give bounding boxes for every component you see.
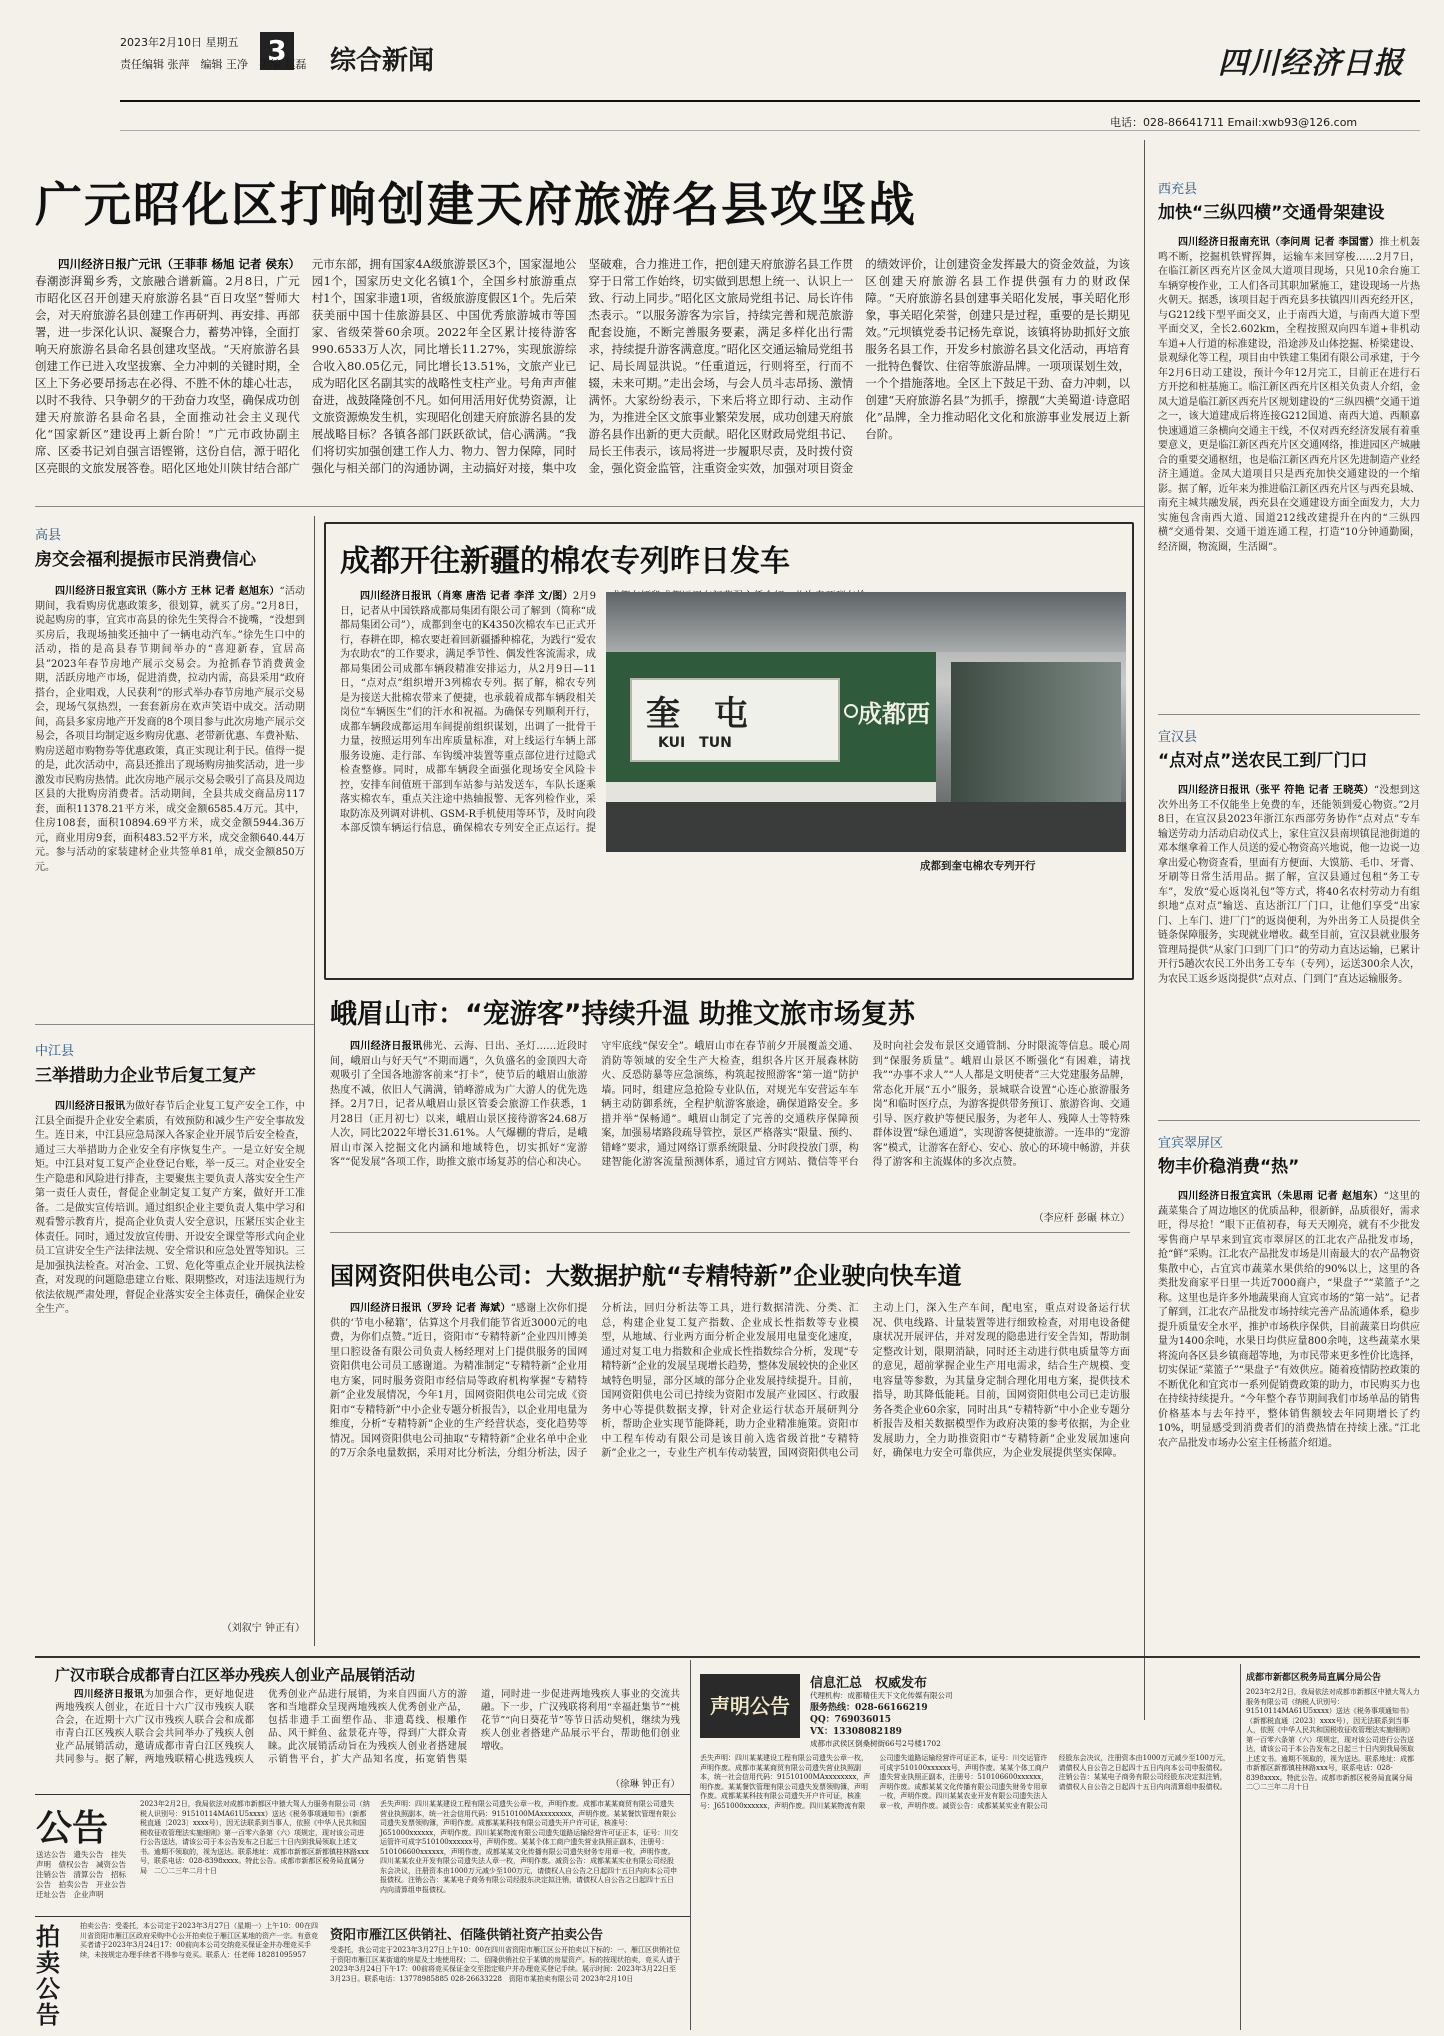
main-headline: 广元昭化区打响创建天府旅游名县攻坚战	[35, 178, 917, 233]
gonggao-notice-2: 丢失声明：四川某某建设工程有限公司遗失公章一枚，声明作废。成都市某某商贸有限公司遗失营业执照副本，统一社会信用代码：91510100MAxxxxxxxx，声明作废。某某餐饮管理有限公司遗失发票领购簿，声明作废。成都某某科技有限公司遗失开户许可证，核准号：J651000xxxxxx，声明作废。四川某某物流有限公司遗失道路运输经营许可证正本，证号：川交运管许可成字510100xxxxxx号，声明作废。某某个体工商户遗失营业执照正副本，注册号：510106600xxxxxx，声明作废。成都某某文化传播有限公司遗失财务专用章一枚，声明作废。四川某某农业开发有限公司遗失法人章一枚，声明作废。减资公告：成都某某实业有限公司经股东会决议，注册资本由1000万元减少至100万元，请债权人自公告之日起四十五日内向本公司申报债权。注销公告：某某电子商务有限公司经股东决定拟注销，请债权人自公告之日起四十五日内向清算组申报债权。	[380, 1800, 679, 1894]
auction-text: 受委托，我公司定于2023年3月27日上午10：00在四川省资阳市雁江区公开拍卖以下标的：一、雁江区供销社位于资阳市雁江区某街道的房屋及土地使用权；二、佰隆供销社位于某镇的房屋资产。标的按现状拍卖，竞买人请于2023年3月24日下午17：00前将竞买保证金交至指定账户并办理竞买登记手续。展示时间：2023年3月22日至3月23日。联系电话：13778985885 028-26633228 资阳市某拍卖有限公司 2023年2月10日	[330, 1946, 680, 1983]
gonggao-notice: 2023年2月2日，我局依法对成都市新都区中猿大驾人力服务有限公司（纳税人识别号：91510114MA61U5xxxx）送达《税务事项通知书》（新都税直通〔2023〕xxxx号），因无法联系到当事人，依照《中华人民共和国税收征收管理法实施细则》第一百零六条第（六）项规定，现对该公司进行公告送达，请该公司于本公告发布之日起三十日内到我局领取上述文书。逾期不领取的，视为送达。联系地址：成都市新都区新都镇桂林路xxx号，联系电话：028-8398xxxx。特此公告。成都市新都区税务局直属分局 二〇二三年二月十日	[140, 1800, 370, 1875]
yibin-text: “这里的蔬菜集合了周边地区的优质品种，很新鲜，品质很好，需求旺，得尽抢！”眼下正值初春，每天天刚亮，就有不少批发零售商户早早来到宜宾市翠屏区的江北农产品批发市场，抢“鲜”采购。江北农产品批发市场是川南最大的农产品物资集散中心，占宜宾市蔬菜水果供给的90%以上，这里的各类批发商家平日里一共近7000商户，“果盘子”“菜篮子”之称。这里也是许多外地蔬果商人宜宾市场的“第一站”。记者了解到，江北农产品批发市场持续完善产品流通体系，稳步提升质量安全水平，推护市场秩序保供，目前蔬菜日均供应量为1400余吨，水果日均供应量800余吨，这些蔬菜水果将流向各区县乡镇商超等地，为市民带来更多性价比选择，切实保证“菜篮子”“果盘子”有效供应。随着疫情防控政策的不断优化和宜宾市一系列促销费政策的助力，市民购买力也在持续持续提升。“今年整个春节期间我们市场单品的销售价格基本与去年持平，整体销售额较去年同期增长了约10%，明显感受到消费者们的消费热情在持续上涨。”江北农产品批发市场办公室主任杨蓝介绍道。	[1158, 1191, 1420, 1449]
xuanhan-body	[1158, 784, 1420, 1114]
yibin-byline: 四川经济日报宜宾讯（朱思雨 记者 赵旭东）	[1178, 1191, 1384, 1202]
train-photo-caption: 成都到奎屯棉农专列开行	[920, 860, 1036, 872]
xuanhan-byline: 四川经济日报讯（张平 符艳 记者 王晓英）	[1178, 785, 1374, 796]
emei-credit: （李应杆 彭碾 林立）	[1033, 1213, 1130, 1224]
emei-text: 佛光、云海、日出、圣灯……近段时间，峨眉山与好天气“不期而遇”，久负盛名的金顶四大奇观吸引了全国各地游客前来“打卡”，使节后的峨眉山旅游热度不减，依旧人气满满，销峰游成为广大游人的优先选择。2月7日，记者从峨眉山景区管委会旅游工作获悉，1月28日（正月初七）以来，峨眉山景区接待游客24.68万人次，同比2022年增长31.61%。人气爆棚的背后，是峨眉山市深入挖掘文化内涵和地域特色，切实抓好“宠游客”“促发展”各项工作，助推文旅市场复苏的信心和决心。守牢底线“保安全”。峨眉山市在春节前夕开展覆盖交通、消防等领域的安全生产大检查，组织各片区开展森林防火、反恐防暴等应急演练，构筑起按照游客“第一道”防护墙。同时，组建应急抢险专业队伍，对规光车安营运车车辆主动防御系统，全程护航游客旅途，确保道路安全。多措并举“保畅通”。峨眉山制定了完善的交通秩序保障预案，加强易堵路段疏导管控，景区严格落实“限量、预约、错峰”要求，通过网络订票系统限量、分时段投放门票，构建智能化游客流量预测体系，通过官方网站、微信等平台及时向社会发布景区交通管制、分时限流等信息。暖心周到“保服务质量”。峨眉山景区不断强化“有困难，请找我”“办事不求人”“人人都是文明使者”三大党建服务品牌，常态化开展“五小”服务，景城联合设置“心连心旅游服务岗”和临时医疗点，为游客提供带务预订、旅游咨询、交通引导、医疗救护等便民服务，为老年人、残障人士等特殊群体设置“绿色通道”，实现游客便捷旅游。一连串的“宠游客”模式，让游客在舒心、安心、放心的环境中畅游，并获得了游客和主流媒体的多次点赞。	[330, 1041, 1130, 1168]
classified-ads: 丢失声明：四川某某建设工程有限公司遗失公章一枚，声明作废。成都市某某商贸有限公司遗失营业执照副本，统一社会信用代码：91510100MAxxxxxxxx，声明作废。某某餐饮管理有限公司遗失发票领购簿，声明作废。成都某某科技有限公司遗失开户许可证，核准号：J651000xxxxxx，声明作废。四川某某物流有限公司遗失道路运输经营许可证正本，证号：川交运管许可成字510100xxxxxx号，声明作废。某某个体工商户遗失营业执照正副本，注册号：510106600xxxxxx，声明作废。成都某某文化传播有限公司遗失财务专用章一枚，声明作废。四川某某农业开发有限公司遗失法人章一枚，声明作废。减资公告：成都某某实业有限公司经股东会决议，注册资本由1000万元减少至100万元，请债权人自公告之日起四十五日内向本公司申报债权。注销公告：某某电子商务有限公司经股东决定拟注销，请债权人自公告之日起四十五日内向清算组申报债权。	[700, 1754, 1230, 1810]
main-story-byline: 四川经济日报广元讯（王菲菲 杨旭 记者 侯东）	[58, 257, 301, 271]
guanghan-byline: 四川经济日报讯	[74, 1689, 145, 1700]
notice-text: 2023年2月2日，我局依法对成都市新都区中猿大驾人力服务有限公司（纳税人识别号：91510114MA61U5xxxx）送达《税务事项通知书》（新都税直通〔2023〕xxxx号），因无法联系到当事人，依照《中华人民共和国税收征收管理法实施细则》第一百零六条第（六）项规定，现对该公司进行公告送达，请该公司于本公告发布之日起三十日内到我局领取上述文书。逾期不领取的，视为送达。联系地址：成都市新都区新都镇桂林路xxx号，联系电话：028-8398xxxx。特此公告。成都市新都区税务局直属分局 二〇二三年二月十日	[1246, 1688, 1420, 1791]
zhongjiang-byline: 四川经济日报讯	[55, 1101, 125, 1112]
train-photo	[606, 592, 1126, 852]
xuanhan-title: “点对点”送农民工到厂门口	[1158, 751, 1368, 771]
gonggao-logo: 公告	[36, 1808, 109, 1849]
main-story-text: 春潮澎湃蜀乡秀，文旅融合谱新篇。2月8日，广元市昭化区召开创建天府旅游名县“百日攻坚”誓师大会，对天府旅游名县创建工作再研判、再安排、再部署，进一步深化认识、凝聚合力，蓄势冲锋，全面打响天府旅游名县命名县创建攻坚战。“天府旅游名县创建工作已进入攻坚拔寨、全力冲刺的关键时期，全区上下务必要昂扬志在必得、不胜不休的雄心壮志，以时不我待、只争朝夕的干劲奋力攻坚，确保成功创建天府旅游名县命名县，全面推动社会主义现代化“国家新区”建设再上新台阶！”广元市政协副主席、区委书记刘自强言语铿锵，这份自信，源于昭化区亮眼的文旅发展答卷。昭化区地处川陕甘结合部广元市东部，拥有国家4A级旅游景区3个，国家湿地公园1个，国家历史文化名镇1个，全国乡村旅游重点村1个，国家非遗1项，省级旅游度假区1个。先后荣获美丽中国十佳旅游县区、中国优秀旅游城市等国家、省级荣誉60余项。2022年全区累计接待游客990.6533万人次，同比增长11.27%，实现旅游综合收入80.05亿元，同比增长13.51%，文旅产业已成为昭化区名副其实的战略性支柱产业。号角声声催奋进，战鼓隆隆创不凡。如何用活用好优势资源，让文旅资源焕发生机，实现昭化创建天府旅游名县的发展战略目标？各镇各部门跃跃欲试，信心满满。“我们将切实加强创建工作人力、物力、智力保障，同时强化与相关部门的沟通协调，主动搞好对接，集中攻坚破难，合力推进工作，把创建天府旅游名县工作贯穿于日常工作始终，切实做到思想上统一、认识上一致、行动上同步。”昭化区文旅局党组书记、局长许伟杰表示。“以服务游客为宗旨，持续完善和规范旅游配套设施，不断完善服务要素，满足多样化出行需求，持续提升游客满意度。”昭化区交通运输局党组书记、局长周显洪说。“任重道远，行则将至，行而不辍，未来可期。”走出会场，与会人员斗志昂扬、激情满怀。大家纷纷表示，下来后将立即行动、主动作为，为推进全区文旅事业繁荣发展，成功创建天府旅游名县作出新的更大贡献。昭化区财政局党组书记、局长王伟表示，该局将进一步履职尽责，及时拨付资金，强化资金监管，注重资金实效，加强对项目资金的绩效评价，让创建资金发挥最大的资金效益，为该区创建天府旅游名县工作提供强有力的财政保障。“天府旅游名县创建事关昭化发展，事关昭化形象，事关昭化荣誉，创建只是过程，重要的是长期见效。”元坝镇党委书记杨先章说，该镇将协助抓好文旅服务名县工作，开发乡村旅游名县文化活动，再培育一批特色餐饮、住宿等旅游品牌。一项项谋划生效，一个个措施落地。全区上下鼓足干劲、奋力冲刺，以创建“天府旅游名县”为抓手，擦靓“大美蜀道·诗意昭化”品牌，全力推动昭化文化和旅游事业发展迈上新台阶。	[35, 257, 1130, 475]
info-line-4: VX：13308082189	[810, 1727, 902, 1737]
grid-headline: 国网资阳供电公司：大数据护航“专精特新”企业驶向快车道	[330, 1262, 962, 1290]
info-line-3: QQ：769036015	[810, 1715, 892, 1725]
info-line-1: 代理机构：成都精佳天下文化传媒有限公司	[810, 1691, 953, 1700]
gaoping-title: 房交会福利提振市民消费信心	[35, 550, 256, 570]
yibin-county: 宜宾翠屏区	[1158, 1136, 1224, 1151]
guanghan-text: 为加强合作，更好地促进两地残疾人创业，在近日十六广汉市残疾人联合会，在近期十六广汉市残疾人联合会和成都市青白江区残疾人联合会共同举办了残疾人创业产品展销活动，邀请成都市青白江区残疾人共同参与。据了解，两地残联精心挑选残疾人优秀创业产品进行展销，为来自四面八方的游客和当地群众呈现两地残疾人优秀创业产品，包括非遗手工面塑作品、非遗葛线、根雕作品、风干鲜鱼、盆景花卉等，得到广大群众青睐。此次展销活动旨在为残疾人创业者搭建展示销售平台，扩大产品知名度，拓宽销售渠道，同时进一步促进两地残疾人事业的交流共融。下一步，广汉残联将利用“幸福赶集节”“桃花节”“向日葵花节”等节日活动契机，继续为残疾人创业者搭建产品展示平台，帮助他们创业增收。	[55, 1689, 680, 1765]
section-name: 综合新闻	[330, 46, 435, 76]
xichong-body	[1158, 236, 1420, 708]
guanghan-credit: （徐琳 钟正有）	[610, 1779, 680, 1790]
auction-title: 资阳市雁江区供销社、佰隆供销社资产拍卖公告	[330, 1928, 604, 1943]
emei-story-body	[330, 1040, 1130, 1210]
train-text: 2月9日，记者从中国铁路成都局集团有限公司了解到（简称“成都局集团公司”），成都到奎屯的K4350次棉农车已正式开行，春耕在即，棉农要赶着回新疆播种棉花，为践行“爱农为农助农”的工作要求，满足季节性、偶发性客流需求，成都局集团公司成都车辆段精准安排运力，从2月9日—11日，“点对点”组织增开3列棉农专列。据了解，棉农专列是为接送大批棉农带来了便捷，也承载着成都车辆段相关岗位“车辆医生”们的汗水和祝福。为确保专列顺利开行，成都车辆段成都运用车间提前组织谋划，出调了一批骨干力量，按照运用列车出库质量标准，对上线运行车辆上部服务设施、走行部、车钩缓冲装置等重点部位进行过隐式检查整修。同时，成都车辆段全面强化现场安全风险卡控，安排车间值班干部到车站参与站发送车，车队长逐乘落实棉农车，重点关注途中热轴报警、无客列检作业，采取防冻及列调对讲机、GSM-R手机使用等环节，及时向段本部反馈车辆运行信息，确保棉农专列安全正点运行。提	[340, 591, 596, 834]
yibin-title: 物丰价稳消费“热”	[1158, 1157, 1300, 1177]
station-sign-en: KUI TUN	[658, 735, 732, 751]
gaoping-text: “活动期间，我看购房优惠政策多，很划算，就买了房。”2月8日，说起购房的事，宜宾市高县的徐先生笑得合不拢嘴，“没想到买房后，我现场抽奖还抽中了一辆电动汽车。”徐先生口中的活动，指的是高县春节期间举办的“喜迎新春，宜居高县”2023年春节房地产展示交易会。为抢抓春节消费黄金期，活跃房地产市场，促进消费，拉动内需，高县采用“政府搭台，企业唱戏，人民获利”的形式举办春节房地产展示交易会，现场气氛热烈，一套套新房在欢声笑语中成交。活动期间，高县多家房地产开发商的8个项目参与此次房地产展示交易会，各项目均制定返乡购房优惠、老带新优惠、车费补贴、购房送超市购物券等优惠政策，真正实现让利于民。值得一提的是，此次活动中，高县还推出了现场购房抽奖活动，进一步激发市民购房热情。此次房地产展示交易会吸引了高县及周边区县的大批购房消费者。活动期间，全县共成交商品房117套，面积11378.21平方米，成交金额6585.4万元。其中，住房108套，面积10894.69平方米，成交金额5944.36万元，商业用房9套，面积483.52平方米，成交金额640.44万元。参与活动的家装建材企业共签单81单，成交金额850万元。	[35, 586, 305, 873]
zhongjiang-title: 三举措助力企业节后复工复产	[35, 1066, 256, 1086]
zhongjiang-credit: （刘叙宁 钟正有）	[221, 1623, 305, 1634]
emei-byline: 四川经济日报讯	[350, 1041, 423, 1052]
guanghan-title: 广汉市联合成都青白江区举办残疾人创业产品展销活动	[55, 1666, 416, 1684]
notice-title: 成都市新都区税务局直属分局公告	[1246, 1673, 1382, 1683]
gaoping-body	[35, 585, 305, 1015]
gaoping-byline: 四川经济日报宜宾讯（陈小方 王林 记者 赵旭东）	[55, 586, 280, 597]
train-byline: 四川经济日报讯（肖寒 唐浩 记者 李洋 文/图）	[360, 591, 573, 602]
gonggao-list: 送达公告 遗失公告 挂失声明 债权公告 减资公告 注销公告 清算公告 招标公告 拍卖公告 开业公告 迁址公告 企业声明	[36, 1850, 134, 1899]
page-number: 3	[260, 32, 294, 70]
guanghan-body	[55, 1688, 680, 1776]
editors-line: 责任编辑 张萍 编辑 王净 美编 赵磊	[120, 58, 307, 71]
shengming-logo: 声明公告	[700, 1674, 800, 1738]
grid-story-body	[330, 1302, 1130, 1646]
xichong-byline: 四川经济日报南充讯（李问周 记者 李国雷）	[1178, 237, 1380, 248]
xichong-county: 西充县	[1158, 182, 1198, 197]
issue-date: 2023年2月10日 星期五	[120, 36, 239, 49]
xichong-title: 加快“三纵四横”交通骨架建设	[1158, 203, 1385, 223]
xichong-text: 推土机轰鸣不断，挖掘机铁臂挥舞，运输车来回穿梭……2月7日，在临江新区西充片区金凤大道项目现场，只见10余台施工车辆穿梭作业，工人们各司其职加紧施工，建设现场一片热火朝天。据悉，该项目起于西充县多扶镇四川西充经开区，与G212线下型平面交叉，止于南西大道，与南西大道下型平面交叉，全长2.602km，全程按照双向四车道+非机动车道+人行道的标准建设，沿途涉及山体挖掘、桥梁建设、景观绿化等工程，项目由中铁建工集团有限公司承建，于今年2月6日动工建设，预计今年12月完工，目前正在进行石方开挖和桩基施工。临江新区西充片区相关负责人介绍，金凤大道是临江新区西充片区规划建设的“三纵四横”交通干道之一，该大道建成后将连接G212国道、南西大道、西顺嘉快速通道三条横向交通主干线，不仅对西充经济发展有着重要意义，更是临江新区西充片区交通网络，推进园区产城融合的重要交通枢纽，也是临江新区西充片区先进制造产业经济主通道。金凤大道项目只是西充加快交通建设的一个缩影。据了解，近年来为推进临江新区西充片区与西充县城、南充主城共融发展，西充县在交通建设方面全面发力，大力实施包含南西大道、国道212线改建提升在内的“三纵四横”交通骨架、交通干道连通工程，打造“10分钟通勤圈，经济圈，物流圈，生活圈”。	[1158, 237, 1421, 553]
info-line-5: 成都市武侯区倒桑树街66号2号楼1702	[810, 1739, 941, 1748]
grid-byline: 四川经济日报讯（罗玲 记者 海斌）	[350, 1303, 511, 1314]
zhongjiang-county: 中江县	[35, 1044, 75, 1059]
paimai-text: 拍卖公告：受委托，本公司定于2023年3月27日（星期一）上午10：00在四川省资阳市雁江区政府采购中心公开拍卖位于雁江区某地的资产一宗。有意竞买者请于2023年3月24日17：00前向本公司交纳竞买保证金并办理竞买手续，未按规定办理手续者不得参与竞买。联系人：任老师 18281095957	[80, 1922, 318, 1959]
emei-headline: 峨眉山市：“宠游客”持续升温 助推文旅市场复苏	[330, 999, 915, 1030]
zhongjiang-text: 为做好春节后企业复工复产安全工作，中江县全面提升企业安全素质，有效预防和减少生产安全事故发生。连日来，中江县应急局深入各家企业开展节后安全检查，通过三大举措助力企业安全有序恢复生产。一是立好安全规矩。中江县对复工复产企业登记台账，举一反三。对企业安全生产隐患和风险进行排查，主要聚焦主要负责人落实安全生产第一责任人责任，督促企业制定复工复产方案，做好开工准备。二是做实宣传培训。通过组织企业主要负责人集中学习和观看警示教育片，提高企业负责人安全意识，压紧压实企业主体责任。同时，通过发放宣传册、开设安全课堂等形式向企业员工宣讲安全生产法律法规、安全常识和应急处置等知识。三是加强执法检查。对冶金、工贸、危化等重点企业开展执法检查，对发现的问题隐患建立台账、限期整改，对违法违规行为依法依规严肃处理，督促企业落实安全主体责任，确保企业安全生产。	[35, 1101, 305, 1315]
masthead-logo: 四川经济日报	[1218, 46, 1404, 81]
grid-text: “感谢上次你们提供的‘节电小秘籍’，估算这个月我们能节省近3000元的电费，为你们点赞。”近日，资阳市“专精特新”企业四川博美里口腔设备有限公司负责人杨经理对上门提供服务的国网资阳供电公司员工感谢道。为精准制定“专精特新”企业用电方案，同时服务资阳市经信局等政府机构掌握“专精特新”企业发展情况，今年1月，国网资阳供电公司完成《资阳市“专精特新”中小企业专题分析报告》，以企业用电量为维度，分析“专精特新”企业的生产经营状态，变化趋势等情况。国网资阳供电公司抽取“专精特新”企业名单中企业的7万余条电量数据，采用对比分析法，分组分析法，因子分析法，回归分析法等工具，进行数据清洗、分类、汇总，构建企业复工复产指数、企业成长性指数等专业模型，从地域、行业两方面分析企业发展用电量变化速度，通过对复工电力指数和企业成长性指数综合分析，发现“专精特新”企业的发展呈现增长趋势，整体发展较快的企业区域特色明显，部分区域的部分企业发展持续提升。目前，国网资阳供电公司已持续为资阳市发展产业园区、行政服务中心等提供数据支撑，针对企业运行状态开展研判分析，帮助企业实现节能降耗，助力企业精准施策。资阳市中工程车传动有限公司是该目前入选省级首批“专精特新”企业之一，专业生产机车传动装置，国网资阳供电公司主动上门，深入生产车间，配电室，重点对设备运行状况、供电线路、计量装置等进行细致检查，对用电设备健康状况开展评估，并对发现的隐患进行安全告知，帮助制定整改计划，限期消缺，同时还主动进行供电质量等方面的意见，超前掌握企业生产用电需求，结合生产规模、变电容量等参数，为其量身定制合理化用电方案，提供技术指导，助其降低能耗。目前，国网资阳供电公司已走访服务各类企业60余家，同时出具“专精特新”中小企业专题分析报告及相关数据模型作为政府决策的参考依据，为企业发展助力，全力助推资阳市“专精特新”企业发展加速向好，确保电力安全可靠供应，为企业发展提供坚实保障。	[330, 1303, 1130, 1459]
train-story-body	[340, 590, 596, 840]
info-title: 信息汇总 权威发布	[810, 1676, 928, 1691]
railway-logo	[844, 704, 858, 718]
xuanhan-text: “没想到这次外出务工不仅能坐上免费的车，还能领到爱心物资。”2月8日，在宣汉县2023年浙江东西部劳务协作“点对点”专车输送劳动力活动启动仪式上，家住宣汉县南坝镇昆池街道的邓本继拿着工作人员送的爱心物资高兴地说，他一边说一边拿出爱心物资查看，里面有方便面、大馍筋、毛巾、牙膏、牙刷等日常生活用品。据了解，宣汉县通过包租“务工专车”，发放“爱心返岗礼包”等方式，将40名农村劳动力有组织地“点对点”输送、直达浙江厂门口，让他们享受“出家门、上车门、进厂门”的返岗便利，为外出务工人员提供全链条保障服务，实现就业增收。截至目前，宣汉县就业服务管理局提供“从家门口到厂门口”的劳动力直达运输，已累计开行5趟次农民工外出务工专车（专列），运送300余人次，为农民工返乡返岗提供“点对点、门到门”直达运输服务。	[1158, 785, 1420, 985]
train-car-label: 成都西	[858, 700, 930, 728]
yibin-body	[1158, 1190, 1420, 1648]
station-sign-cn: 奎 屯	[646, 694, 748, 734]
info-line-2: 服务热线：028-66166219	[810, 1703, 928, 1713]
main-story-body	[35, 256, 1130, 494]
gaoping-county: 高县	[35, 528, 62, 543]
contact-line: 电话：028-86641711 Email:xwb93@126.com	[1110, 116, 1358, 129]
paimai-logo: 拍卖公告	[36, 1923, 60, 2029]
xuanhan-county: 宣汉县	[1158, 730, 1198, 745]
zhongjiang-body	[35, 1100, 305, 1620]
train-headline: 成都开往新疆的棉农专列昨日发车	[340, 544, 790, 579]
